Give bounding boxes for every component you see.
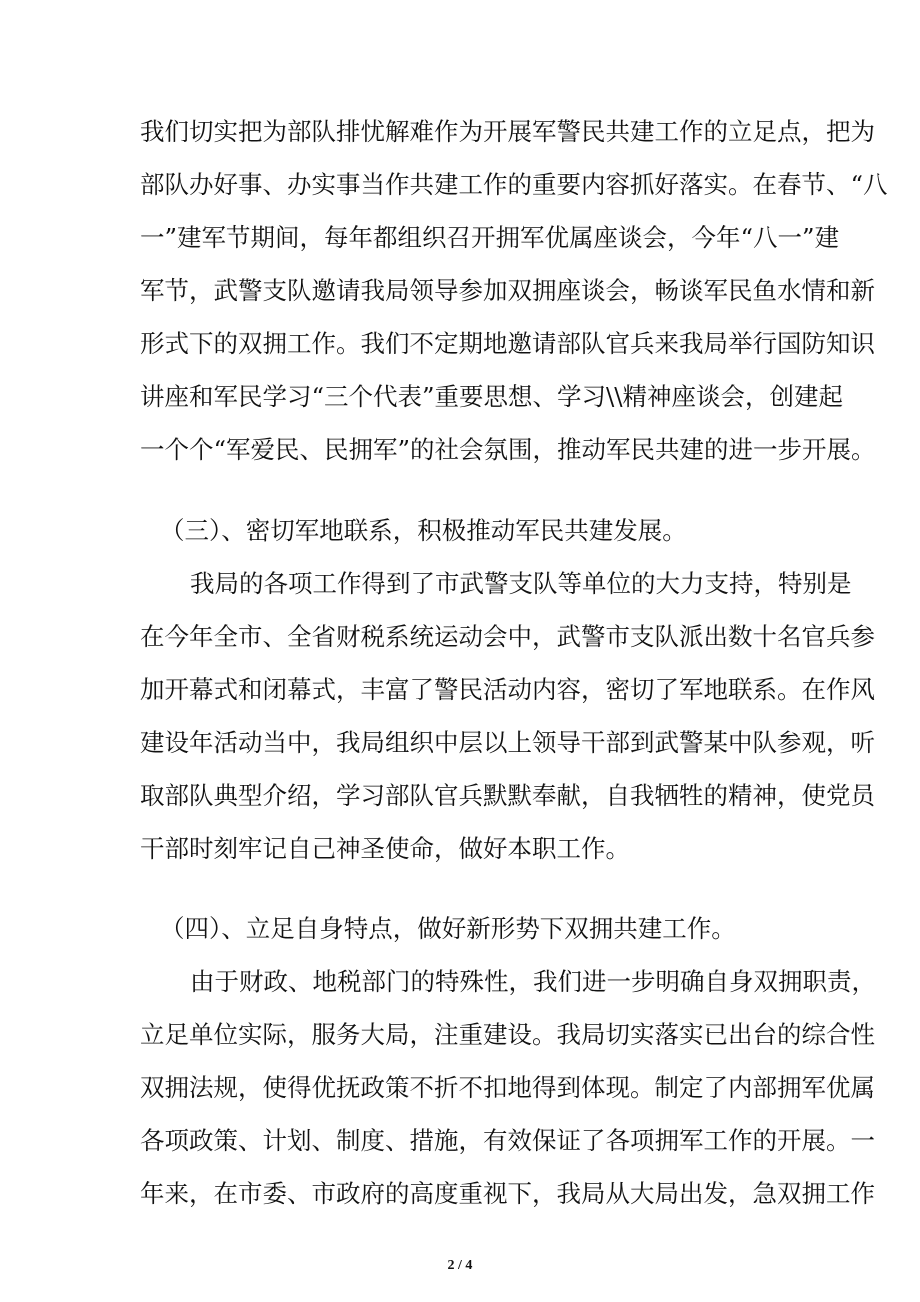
text-line: 讲座和军民学习“三个代表”重要思想、学习\\精神座谈会，创建起 bbox=[140, 382, 844, 411]
section-heading-4: （四）、立足自身特点，做好新形势下双拥共建工作。 bbox=[160, 914, 736, 943]
text-line: 部队办好事、办实事当作共建工作的重要内容抓好落实。在春节、“八 bbox=[140, 170, 888, 199]
text-line: 我局的各项工作得到了市武警支队等单位的大力支持，特别是 bbox=[190, 569, 852, 598]
text-line: 军节，武警支队邀请我局领导参加双拥座谈会，畅谈军民鱼水情和新 bbox=[140, 276, 875, 305]
text-line: 立足单位实际，服务大局，注重建设。我局切实落实已出台的综合性 bbox=[140, 1020, 875, 1049]
text-line: 我们切实把为部队排忧解难作为开展军警民共建工作的立足点，把为 bbox=[140, 117, 875, 146]
page-number: 2 / 4 bbox=[447, 1258, 473, 1273]
text-line: 加开幕式和闭幕式，丰富了警民活动内容，密切了军地联系。在作风 bbox=[140, 675, 875, 704]
text-line: 形式下的双拥工作。我们不定期地邀请部队官兵来我局举行国防知识 bbox=[140, 329, 875, 358]
text-line: 取部队典型介绍，学习部队官兵默默奉献，自我牺牲的精神，使党员 bbox=[140, 781, 875, 810]
text-line: 由于财政、地税部门的特殊性，我们进一步明确自身双拥职责， bbox=[190, 967, 876, 996]
text-line: 一个个“军爱民、民拥军”的社会氛围，推动军民共建的进一步开展。 bbox=[140, 435, 876, 464]
text-line: 双拥法规，使得优抚政策不折不扣地得到体现。制定了内部拥军优属 bbox=[140, 1073, 875, 1102]
text-line: 在今年全市、全省财税系统运动会中，武警市支队派出数十名官兵参 bbox=[140, 622, 875, 651]
text-line: 一”建军节期间，每年都组织召开拥军优属座谈会，今年“八一”建 bbox=[140, 223, 840, 252]
text-line: 各项政策、计划、制度、措施，有效保证了各项拥军工作的开展。一 bbox=[140, 1126, 875, 1155]
text-line: 干部时刻牢记自己神圣使命，做好本职工作。 bbox=[140, 834, 630, 863]
text-line: 年来，在市委、市政府的高度重视下，我局从大局出发，急双拥工作 bbox=[140, 1179, 875, 1208]
section-heading-3: （三）、密切军地联系，积极推动军民共建发展。 bbox=[160, 516, 687, 545]
text-line: 建设年活动当中，我局组织中层以上领导干部到武警某中队参观，听 bbox=[140, 728, 875, 757]
